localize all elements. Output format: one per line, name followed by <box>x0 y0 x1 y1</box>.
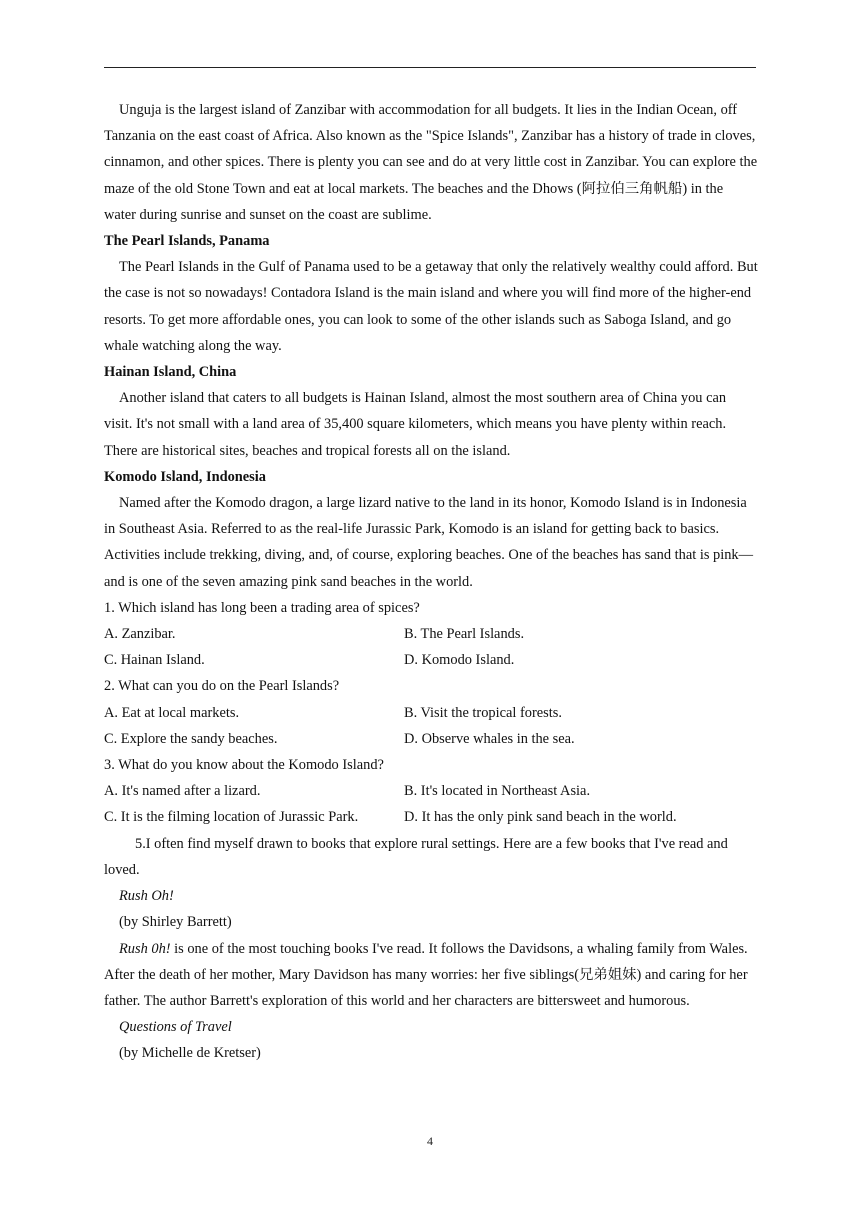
question-3-stem: 3. What do you know about the Komodo Island? <box>104 757 384 774</box>
passage-5-intro: 5.I often find myself drawn to books that explore rural settings. Here are a few books that I've read and loved. <box>104 835 728 878</box>
question-3-option-d: D. It has the only pink sand beach in the world. <box>404 809 677 826</box>
question-1-options-row-2 <box>104 647 758 673</box>
page-number: 4 <box>427 1134 433 1148</box>
book-1-description-text: is one of the most touching books I've read. It follows the Davidsons, a whaling family from Wales. After the death of her mother, Mary Davidson has many worries: her five siblings(兄弟姐妹) and caring for her father. The author Barrett's exploration of this world and her characters are bittersweet and humorous. <box>104 940 748 1009</box>
section-heading-hainan-island: Hainan Island, China <box>104 364 237 381</box>
question-2-stem: 2. What can you do on the Pearl Islands? <box>104 678 340 695</box>
question-2-options-row-1 <box>104 700 758 726</box>
book-1-author: (by Shirley Barrett) <box>119 914 232 931</box>
question-3-option-b: B. It's located in Northeast Asia. <box>404 783 591 800</box>
section-heading-komodo-island: Komodo Island, Indonesia <box>104 468 266 485</box>
question-1-option-c: C. Hainan Island. <box>104 652 205 669</box>
hainan-island-paragraph: Another island that caters to all budgets is Hainan Island, almost the most southern area of China you can visit. It's not small with a land area of 35,400 square kilometers, which means you have plenty within reach. There are historical sites, beaches and tropical forests all on the island. <box>104 390 727 459</box>
question-1-options-row-1 <box>104 621 758 647</box>
section-heading-pearl-islands: The Pearl Islands, Panama <box>104 233 270 250</box>
komodo-island-paragraph: Named after the Komodo dragon, a large lizard native to the land in its honor, Komodo Island is in Indonesia in Southeast Asia. Referred to as the real-life Jurassic Park, Komodo is an island for getting back to basics. Activities include trekking, diving, and, of course, exploring beaches. One of the beaches has sand that is pink—and is one of the seven amazing pink sand beaches in the world. <box>104 495 754 590</box>
question-2-option-c: C. Explore the sandy beaches. <box>104 730 278 747</box>
book-2-author: (by Michelle de Kretser) <box>119 1045 261 1062</box>
question-1-option-b: B. The Pearl Islands. <box>404 626 525 643</box>
question-3-options-row-2 <box>104 804 758 830</box>
book-1-description <box>104 936 758 1015</box>
zanzibar-paragraph: Unguja is the largest island of Zanzibar with accommodation for all budgets. It lies in the Indian Ocean, off Tanzania on the east coast of Africa. Also known as the "Spice Islands", Zanzibar has a history of trade in cloves, cinnamon, and other spices. There is plenty you can see and do at very little cost in Zanzibar. You can explore the maze of the old Stone Town and eat at local markets. The beaches and the Dhows (阿拉伯三角帆船) in the water during sunrise and sunset on the coast are sublime. <box>104 102 758 223</box>
book-2-title: Questions of Travel <box>119 1019 232 1036</box>
question-1-stem: 1. Which island has long been a trading area of spices? <box>104 599 420 616</box>
pearl-islands-paragraph: The Pearl Islands in the Gulf of Panama used to be a getaway that only the relatively wealthy could afford. But the case is not so nowadays! Contadora Island is the main island and where you will find more of the higher-end resorts. To get more affordable ones, you can look to some of the other islands such as Saboga Island, and go whale watching along the way. <box>104 259 758 354</box>
document-body <box>104 97 758 1067</box>
question-2-options-row-2 <box>104 726 758 752</box>
question-3-option-a: A. It's named after a lizard. <box>104 783 261 800</box>
header-rule <box>104 67 756 68</box>
question-2-option-b: B. Visit the tropical forests. <box>404 704 562 721</box>
question-2-option-a: A. Eat at local markets. <box>104 704 240 721</box>
question-2-option-d: D. Observe whales in the sea. <box>404 730 575 747</box>
question-1-option-d: D. Komodo Island. <box>404 652 515 669</box>
question-3-option-c: C. It is the filming location of Jurassic Park. <box>104 809 359 826</box>
question-3-options-row-1 <box>104 778 758 804</box>
question-1-option-a: A. Zanzibar. <box>104 626 176 643</box>
book-1-title: Rush Oh! <box>119 888 174 905</box>
book-1-description-title: Rush 0h! <box>119 940 171 957</box>
